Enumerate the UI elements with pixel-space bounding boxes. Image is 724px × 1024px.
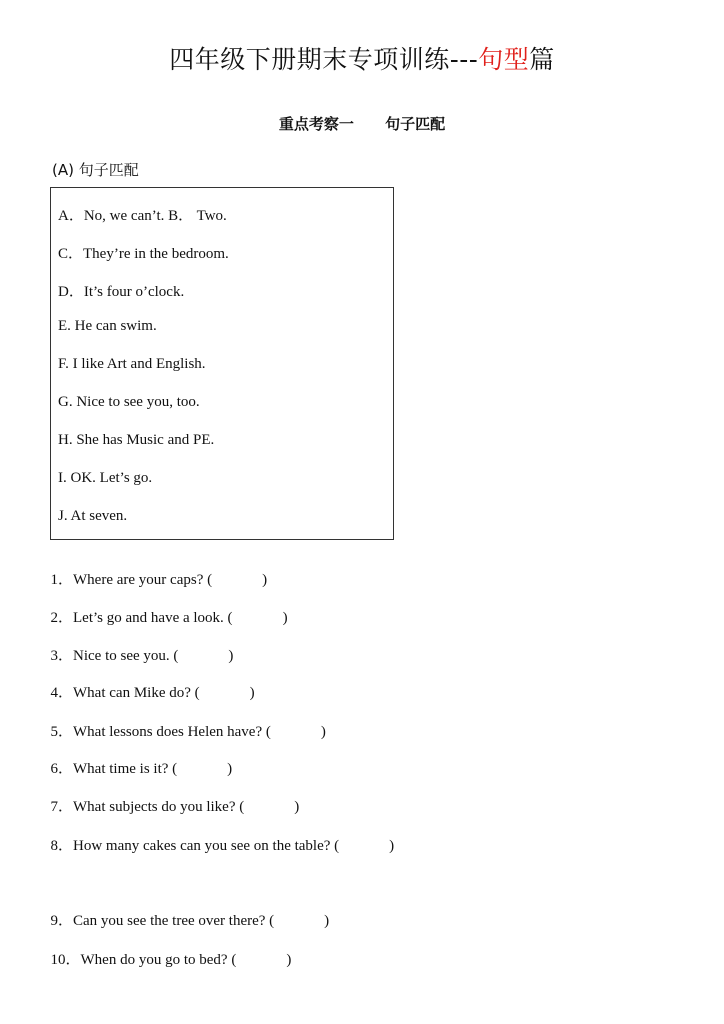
question-item [43, 740, 232, 778]
question-number: 8． [50, 838, 74, 854]
question-item [43, 551, 267, 589]
question-number: 10． [50, 952, 81, 968]
question-text: What time is it? ( [73, 761, 178, 777]
option-item: C．They’re in the bedroom. [58, 246, 229, 262]
question-number: 5． [50, 724, 74, 740]
question-number: 9． [50, 913, 74, 929]
question-item [43, 664, 255, 702]
question-text: When do you go to bed? ( [80, 952, 237, 968]
question-item [43, 931, 291, 969]
question-close-paren: ) [228, 648, 234, 664]
question-close-paren: ) [320, 724, 326, 740]
title-suffix: 篇 [529, 45, 555, 74]
question-number: 4． [50, 685, 74, 701]
option-item: H. She has Music and PE. [58, 432, 215, 448]
section-subtitle: 重点考察一 句子匹配 [278, 115, 446, 133]
question-text: How many cakes can you see on the table? ( [73, 838, 340, 854]
option-item: F. I like Art and English. [58, 356, 206, 372]
option-item: D．It’s four o’clock. [58, 284, 185, 300]
option-item: A．No, we can’t. B． Two. [58, 208, 227, 224]
question-text: Can you see the tree over there? ( [73, 913, 275, 929]
option-item: I. OK. Let’s go. [58, 470, 153, 486]
question-close-paren: ) [324, 913, 330, 929]
question-text: What subjects do you like? ( [73, 799, 245, 815]
section-label: (A) 句子匹配 [52, 161, 139, 179]
question-text: What can Mike do? ( [73, 685, 200, 701]
question-number: 1． [50, 572, 74, 588]
question-text: Nice to see you. ( [73, 648, 179, 664]
question-close-paren: ) [294, 799, 300, 815]
question-close-paren: ) [249, 685, 255, 701]
question-item [43, 703, 326, 741]
option-item: G. Nice to see you, too. [58, 394, 200, 410]
option-item: E. He can swim. [58, 318, 157, 334]
question-close-paren: ) [286, 952, 292, 968]
question-close-paren: ) [227, 761, 233, 777]
answer-options-box [50, 187, 394, 540]
title-prefix: 四年级下册期末专项训练--- [169, 45, 479, 74]
question-item [43, 627, 233, 665]
question-number: 7． [50, 799, 74, 815]
question-item [43, 589, 288, 627]
question-text: Let’s go and have a look. ( [73, 610, 233, 626]
question-item [43, 778, 299, 816]
question-text: Where are your caps? ( [73, 572, 213, 588]
page-title [0, 40, 724, 76]
question-close-paren: ) [282, 610, 288, 626]
option-item: J. At seven. [58, 508, 128, 524]
question-number: 3． [50, 648, 74, 664]
title-highlight: 句型 [478, 45, 530, 74]
question-number: 2． [50, 610, 74, 626]
question-close-paren: ) [262, 572, 268, 588]
question-close-paren: ) [389, 838, 395, 854]
question-item [43, 817, 394, 855]
question-text: What lessons does Helen have? ( [73, 724, 271, 740]
question-number: 6． [50, 761, 74, 777]
question-item [43, 892, 329, 930]
